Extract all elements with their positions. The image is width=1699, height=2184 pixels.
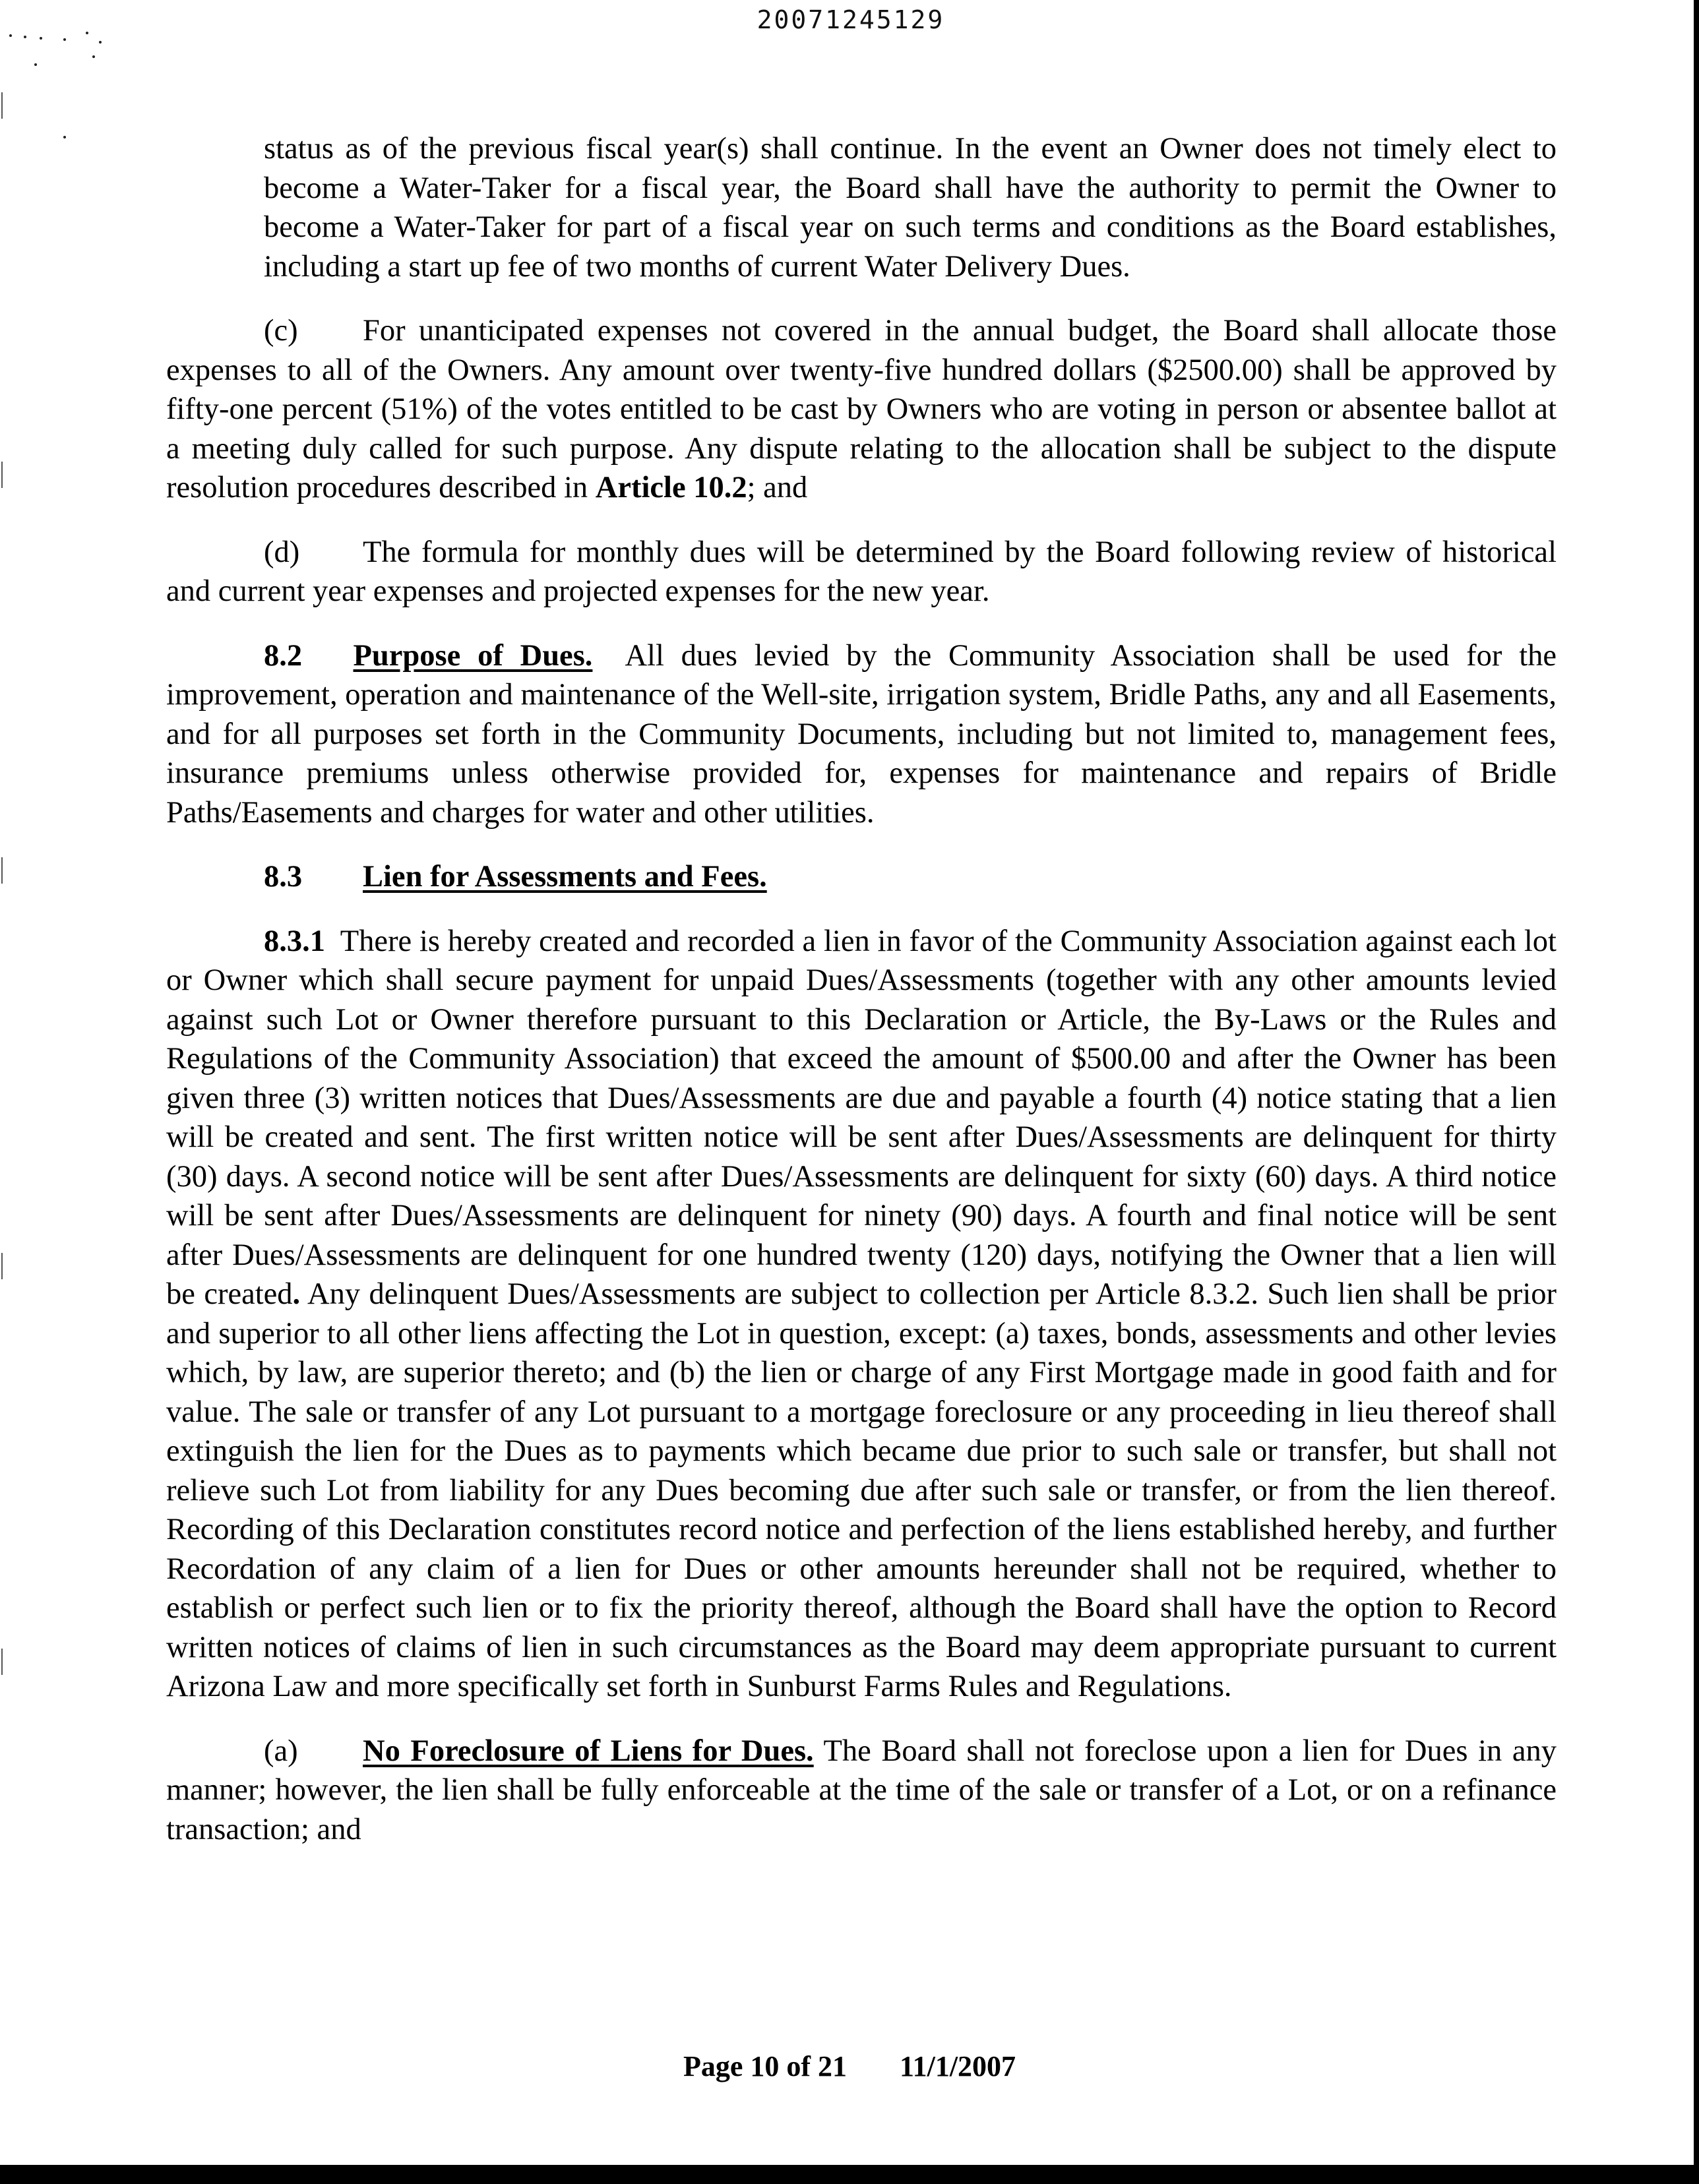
scan-margin-mark: [1, 1649, 3, 1675]
section-8-2: [166, 636, 1557, 833]
scan-margin-mark: [1, 857, 3, 884]
section-8-3-1-period: .: [292, 1277, 301, 1311]
section-8-2-number: 8.2: [264, 638, 303, 673]
section-8-2-title: Purpose of Dues.: [353, 638, 593, 673]
document-date: 11/1/2007: [900, 2050, 1016, 2082]
paragraph-continuation: status as of the previous fiscal year(s) shall continue. In the event an Owner does not timely elect to become a Water-Taker for a fiscal year, the Board shall have the authority to permit the Owner to become a Water-Taker for part of a fiscal year on such terms and conditions as the Board establishes, including a start up fee of two months of current Water Delivery Dues.: [264, 132, 1557, 284]
scan-speck: [40, 37, 42, 40]
paragraph-c-tail: ; and: [747, 471, 808, 504]
scan-border-right: [1694, 0, 1699, 2184]
page-number: Page 10 of 21: [683, 2050, 848, 2082]
section-8-3-1: [166, 922, 1557, 1707]
scan-speck: [86, 32, 88, 34]
paragraph-c: [166, 311, 1557, 508]
scan-speck: [63, 136, 66, 138]
scan-margin-mark: [1, 462, 3, 488]
section-8-3-number: 8.3: [264, 860, 303, 894]
paragraph-c-label: (c): [264, 314, 298, 348]
section-8-3-1-text-b: Any delinquent Dues/Assessments are subject to collection per Article 8.3.2. Such lien shall be prior and superior to all other liens affecting the Lot in question, except: (a) taxes, bonds, assessments and other levies which, by law, are superior thereto; and (b) the lien or charge of any First Mortgage made in good faith and for value. The sale or transfer of any Lot pursuant to a mortgage foreclosure or any proceeding in lieu thereof shall extinguish the lien for the Dues as to payments which became due prior to such sale or transfer, but shall not relieve such Lot from liability for any Dues becoming due after such sale or transfer, or from the lien thereof. Recording of this Declaration constitutes record notice and perfection of the liens established hereby, and further Recordation of any claim of a lien for Dues or other amounts hereunder shall not be required, whether to establish or perfect such lien or to fix the priority thereof, although the Board shall have the option to Record written notices of claims of lien in such circumstances as the Board may deem appropriate pursuant to current Arizona Law and more specifically set forth in Sunburst Farms Rules and Regulations.: [166, 1277, 1557, 1703]
article-reference: Article 10.2: [595, 471, 747, 504]
scan-speck: [63, 38, 66, 41]
paragraph-a-text: The Board shall not foreclose upon a lien for Dues in any manner; however, the lien shall be fully enforceable at the time of the sale or transfer of a Lot, or on a refinance transaction; and: [166, 1734, 1557, 1846]
scan-speck: [92, 55, 95, 58]
scan-speck: [99, 41, 102, 44]
section-8-3-heading: [166, 857, 1557, 897]
paragraph-a-label: (a): [264, 1734, 298, 1768]
scan-speck: [24, 36, 26, 38]
section-8-3-title: Lien for Assessments and Fees.: [363, 860, 767, 894]
section-8-3-1-number: 8.3.1: [264, 924, 325, 958]
paragraph-d-label: (d): [264, 535, 300, 569]
paragraph-a-title: No Foreclosure of Liens for Dues.: [363, 1734, 814, 1768]
document-stamp-number: 20071245129: [757, 5, 945, 34]
paragraph-a: [166, 1732, 1557, 1850]
scan-border-bottom: [0, 2165, 1699, 2184]
page-footer: [0, 2049, 1699, 2083]
section-8-3-1-text-a: There is hereby created and recorded a lien in favor of the Community Association against each lot or Owner which shall secure payment for unpaid Dues/Assessments (together with any other amounts levied against such Lot or Owner therefore pursuant to this Declaration or Article, the By-Laws or the Rules and Regulations of the Community Association) that exceed the amount of $500.00 and after the Owner has been given three (3) written notices that Dues/Assessments are due and payable a fourth (4) notice stating that a lien will be created and sent. The first written notice will be sent after Dues/Assessments are delinquent for thirty (30) days. A second notice will be sent after Dues/Assessments are delinquent for sixty (60) days. A third notice will be sent after Dues/Assessments are delinquent for ninety (90) days. A fourth and final notice will be sent after Dues/Assessments are delinquent for one hundred twenty (120) days, notifying the Owner that a lien will be created: [166, 924, 1557, 1311]
scan-speck: [9, 34, 12, 37]
scan-margin-mark: [1, 1253, 3, 1279]
paragraph-d-text: The formula for monthly dues will be determined by the Board following review of historical and current year expenses and projected expenses for the new year.: [166, 535, 1557, 608]
document-body: [166, 129, 1557, 1874]
paragraph-d: [166, 533, 1557, 611]
section-8-2-text: All dues levied by the Community Association shall be used for the improvement, operation and maintenance of the Well-site, irrigation system, Bridle Paths, any and all Easements, and for all purposes set forth in the Community Documents, including but not limited to, management fees, insurance premiums unless otherwise provided for, expenses for maintenance and repairs of Bridle Paths/Easements and charges for water and other utilities.: [166, 638, 1557, 830]
scan-speck: [34, 63, 37, 66]
scan-margin-mark: [1, 92, 3, 119]
paragraph-c-text: For unanticipated expenses not covered in the annual budget, the Board shall allocate those expenses to all of the Owners. Any amount over twenty-five hundred dollars ($2500.00) shall be approved by fifty-one percent (51%) of the votes entitled to be cast by Owners who are voting in person or absentee ballot at a meeting duly called for such purpose. Any dispute relating to the allocation shall be subject to the dispute resolution procedures described in: [166, 314, 1557, 504]
